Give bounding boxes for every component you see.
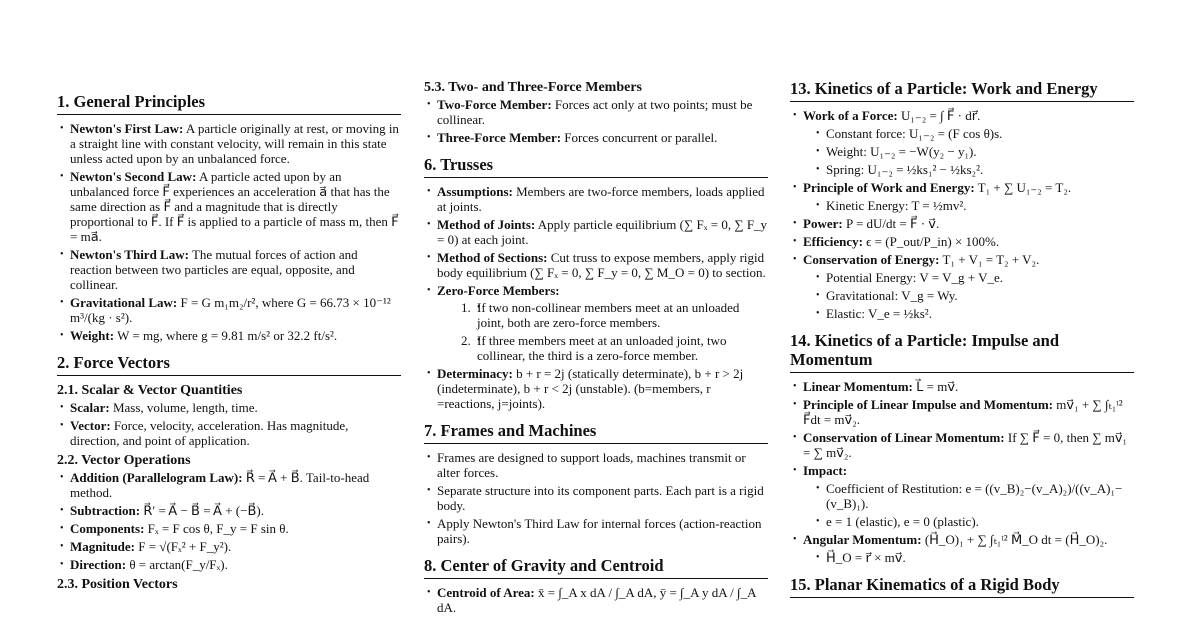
- bullet-list: [57, 400, 401, 448]
- sub-list: [803, 270, 1134, 321]
- item-text: Cut truss to expose members, apply rigid body equilibrium (∑ Fₓ = 0, ∑ F_y = 0, ∑ M_O = 0) to section.: [437, 250, 766, 280]
- list-item: [790, 216, 1134, 231]
- list-item: [424, 483, 768, 513]
- list-item: [424, 130, 768, 145]
- item-text: R⃗′ = A⃗ − B⃗ = A⃗ + (−B⃗).: [140, 503, 264, 518]
- item-label: Principle of Work and Energy:: [803, 180, 975, 195]
- item-label: Conservation of Energy:: [803, 252, 940, 267]
- item-text: Apply particle equilibrium (∑ Fₓ = 0, ∑ F_y = 0) at each joint.: [437, 217, 768, 247]
- list-item: [57, 470, 401, 500]
- bullet-list: [424, 184, 768, 411]
- bullet-list: [57, 121, 401, 343]
- section-heading: 7. Frames and Machines: [424, 421, 768, 444]
- item-text: Frames are designed to support loads, machines transmit or alter forces.: [437, 450, 746, 480]
- list-item: [57, 247, 401, 292]
- sub-list: [803, 550, 1134, 565]
- numbered-list: [437, 300, 768, 363]
- item-label: Impact:: [803, 463, 848, 478]
- item-text: mv⃗₁ + ∑ ∫ₜ₁ᵗ² F⃗dt = mv⃗₂.: [803, 397, 1123, 427]
- item-label: Power:: [803, 216, 843, 231]
- list-item: [57, 328, 401, 343]
- item-label: Angular Momentum:: [803, 532, 922, 547]
- item-label: Two-Force Member:: [437, 97, 552, 112]
- list-item: [57, 295, 401, 325]
- sub-item: • Potential Energy: V = V_g + V_e.: [813, 270, 1134, 285]
- item-text: Mass, volume, length, time.: [109, 400, 258, 415]
- item-text: Forces act only at two points; must be collinear.: [437, 97, 753, 127]
- list-item: [790, 379, 1134, 394]
- item-label: Weight:: [70, 328, 115, 343]
- item-text: Forces concurrent or parallel.: [561, 130, 718, 145]
- item-text: Fₓ = F cos θ, F_y = F sin θ.: [144, 521, 289, 536]
- item-text: W = mg, where g = 9.81 m/s² or 32.2 ft/s².: [114, 328, 338, 343]
- list-item: [57, 169, 401, 244]
- list-item: [790, 430, 1134, 460]
- section-heading: 14. Kinetics of a Particle: Impulse and Momentum: [790, 331, 1134, 373]
- item-text: F = √(Fₓ² + F_y²).: [135, 539, 232, 554]
- item-label: Scalar:: [70, 400, 110, 415]
- numbered-item: • 2. If three members meet at an unloaded joint, two collinear, the third is a zero-force member.: [474, 333, 768, 363]
- list-item: [790, 234, 1134, 249]
- item-text: R⃗ = A⃗ + B⃗. Tail-to-head method.: [70, 470, 370, 500]
- item-text: ϵ = (P_out/P_in) × 100%.: [862, 234, 1000, 249]
- list-item: [424, 184, 768, 214]
- list-item: [57, 539, 401, 554]
- list-item: [790, 463, 1134, 529]
- sub-list: [803, 198, 1134, 213]
- list-item: [790, 252, 1134, 321]
- item-text: L⃗ = mv⃗.: [912, 379, 959, 394]
- sub-list: [803, 126, 1134, 177]
- item-text: Separate structure into its component parts. Each part is a rigid body.: [437, 483, 764, 513]
- item-label: Method of Joints:: [437, 217, 536, 232]
- list-item: [57, 557, 401, 572]
- item-label: Addition (Parallelogram Law):: [70, 470, 243, 485]
- list-item: [790, 180, 1134, 213]
- section-heading: 8. Center of Gravity and Centroid: [424, 556, 768, 579]
- list-item: [424, 97, 768, 127]
- item-label: Zero-Force Members:: [437, 283, 560, 298]
- list-item: [57, 418, 401, 448]
- column-3: [790, 79, 1134, 604]
- item-label: Magnitude:: [70, 539, 135, 554]
- section-heading: 2. Force Vectors: [57, 353, 401, 376]
- bullet-list: [424, 585, 768, 615]
- item-text: Force, velocity, acceleration. Has magnitude, direction, and point of application.: [70, 418, 349, 448]
- item-label: Principle of Linear Impulse and Momentum:: [803, 397, 1054, 412]
- sub-item: • Gravitational: V_g = Wy.: [813, 288, 1134, 303]
- item-label: Direction:: [70, 557, 127, 572]
- bullet-list: [424, 450, 768, 546]
- bullet-list: [790, 108, 1134, 321]
- list-item: [424, 366, 768, 411]
- subsection-heading: 2.1. Scalar & Vector Quantities: [57, 383, 243, 398]
- item-label: Newton's Third Law:: [70, 247, 189, 262]
- column-1: [57, 92, 401, 594]
- subsection-heading: 5.3. Two- and Three-Force Members: [424, 80, 643, 95]
- item-label: Vector:: [70, 418, 111, 433]
- item-text: b + r = 2j (statically determinate), b + r > 2j (indeterminate), b + r < 2j (unstable). (b=members, r =reactions, j=joints).: [437, 366, 744, 411]
- bullet-list: [790, 379, 1134, 565]
- item-text: x̄ = ∫_A x dA / ∫_A dA, ȳ = ∫_A y dA / ∫_A dA.: [437, 585, 756, 615]
- section-heading: 15. Planar Kinematics of a Rigid Body: [790, 575, 1134, 598]
- list-item: [424, 516, 768, 546]
- item-label: Linear Momentum:: [803, 379, 913, 394]
- item-text: Apply Newton's Third Law for internal forces (action-reaction pairs).: [437, 516, 762, 546]
- item-label: Three-Force Member:: [437, 130, 562, 145]
- list-item: [424, 283, 768, 363]
- item-text: P = dU/dt = F⃗ · v⃗.: [842, 216, 940, 231]
- bullet-list: [57, 470, 401, 572]
- list-item: [57, 503, 401, 518]
- sub-item: • e = 1 (elastic), e = 0 (plastic).: [813, 514, 1134, 529]
- item-text: U₁₋₂ = ∫ F⃗ · dr⃗.: [897, 108, 981, 123]
- subsection-heading: 2.3. Position Vectors: [57, 577, 178, 592]
- bullet-list: [424, 97, 768, 145]
- sub-item: • Constant force: U₁₋₂ = (F cos θ)s.: [813, 126, 1134, 141]
- section-heading: 1. General Principles: [57, 92, 401, 115]
- list-item: [790, 532, 1134, 565]
- item-text: (H⃗_O)₁ + ∑ ∫ₜ₁ᵗ² M⃗_O dt = (H⃗_O)₂.: [921, 532, 1108, 547]
- item-text: The mutual forces of action and reaction between two particles are equal, opposite, and collinear.: [70, 247, 358, 292]
- item-text: θ = arctan(F_y/Fₓ).: [126, 557, 228, 572]
- list-item: [424, 217, 768, 247]
- item-label: Determinacy:: [437, 366, 513, 381]
- sub-list: [803, 481, 1134, 529]
- list-item: [57, 121, 401, 166]
- item-text: If ∑ F⃗ = 0, then ∑ mv⃗₁ = ∑ mv⃗₂.: [803, 430, 1128, 460]
- list-item: [57, 400, 401, 415]
- sub-item: • Elastic: V_e = ½ks².: [813, 306, 1134, 321]
- list-item: [424, 450, 768, 480]
- section-heading: 13. Kinetics of a Particle: Work and Energy: [790, 79, 1134, 102]
- sub-item: • Coefficient of Restitution: e = ((v_B)₂−(v_A)₂)/((v_A)₁−(v_B)₁).: [813, 481, 1134, 511]
- item-text: A particle originally at rest, or moving in a straight line with constant velocity, will remain in this state unless acted upon by an unbalanced force.: [70, 121, 399, 166]
- subsection-heading: 2.2. Vector Operations: [57, 453, 191, 468]
- item-label: Work of a Force:: [803, 108, 898, 123]
- item-text: T₁ + ∑ U₁₋₂ = T₂.: [974, 180, 1072, 195]
- item-label: Newton's First Law:: [70, 121, 184, 136]
- list-item: [424, 250, 768, 280]
- item-label: Centroid of Area:: [437, 585, 535, 600]
- list-item: [424, 585, 768, 615]
- column-2: [424, 79, 768, 618]
- list-item: [790, 108, 1134, 177]
- sub-item: • Kinetic Energy: T = ½mv².: [813, 198, 1134, 213]
- item-text: F = G m₁m₂/r², where G = 66.73 × 10⁻¹² m³/(kg · s²).: [70, 295, 391, 325]
- list-item: [790, 397, 1134, 427]
- item-label: Gravitational Law:: [70, 295, 178, 310]
- item-text: A particle acted upon by an unbalanced force F⃗ experiences an acceleration a⃗ that has the same direction as F⃗ and a magnitude that is directly proportional to F⃗. If F⃗ is applied to a particle of mass m, then F⃗ = ma⃗.: [70, 169, 399, 244]
- sub-item: • Weight: U₁₋₂ = −W(y₂ − y₁).: [813, 144, 1134, 159]
- item-label: Conservation of Linear Momentum:: [803, 430, 1005, 445]
- item-label: Efficiency:: [803, 234, 863, 249]
- item-label: Components:: [70, 521, 145, 536]
- section-heading: 6. Trusses: [424, 155, 768, 178]
- numbered-item: • 1. If two non-collinear members meet at an unloaded joint, both are zero-force members.: [474, 300, 768, 330]
- item-label: Method of Sections:: [437, 250, 548, 265]
- item-label: Newton's Second Law:: [70, 169, 197, 184]
- item-label: Assumptions:: [437, 184, 513, 199]
- item-text: Members are two-force members, loads applied at joints.: [437, 184, 765, 214]
- item-label: Subtraction:: [70, 503, 141, 518]
- item-text: T₁ + V₁ = T₂ + V₂.: [939, 252, 1040, 267]
- sub-item: • Spring: U₁₋₂ = ½ks₁² − ½ks₂².: [813, 162, 1134, 177]
- list-item: [57, 521, 401, 536]
- sub-item: • H⃗_O = r⃗ × mv⃗.: [813, 550, 1134, 565]
